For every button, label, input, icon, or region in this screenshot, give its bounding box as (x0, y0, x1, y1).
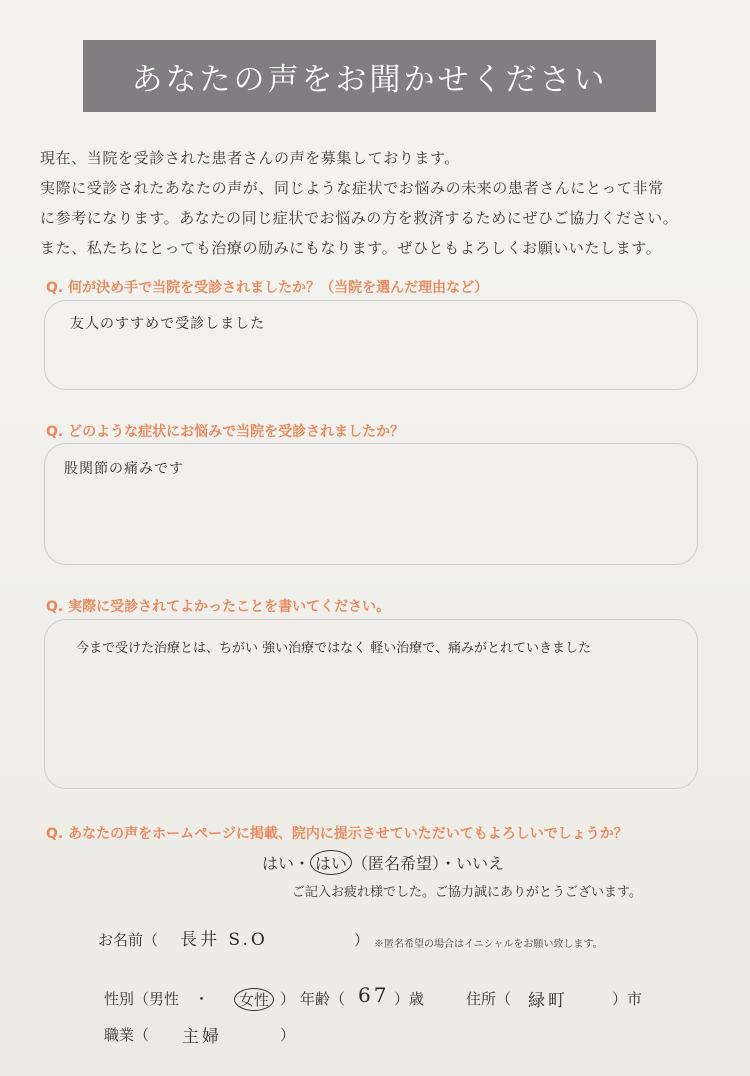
gender-female-circled: 女性 (234, 988, 274, 1011)
option-no[interactable]: いいえ (456, 854, 505, 873)
question-3-label: Q. 実際に受診されてよかったことを書いてください。 (46, 599, 391, 615)
address-label: 住所（ (466, 990, 512, 1008)
answer-1-text: 友人のすすめで受診しました (70, 316, 266, 332)
intro-line: に参考になります。あなたの同じ症状でお悩みの方を救済するためにぜひご協力ください。 (40, 209, 679, 227)
option-separator: ・ (440, 854, 457, 873)
name-close: ） (354, 931, 370, 949)
option-anonymous-suffix: （匿名希望） (352, 854, 441, 873)
intro-line: 現在、当院を受診された患者さんの声を募集しております。 (40, 149, 461, 167)
answer-2-text: 股関節の痛みです (64, 461, 184, 477)
address-value[interactable]: 緑町 (528, 991, 568, 1011)
thanks-message: ご記入お疲れ様でした。ご協力誠にありがとうございます。 (292, 885, 642, 900)
intro-text (40, 143, 720, 263)
consent-question: Q. あなたの声をホームページに掲載、院内に提示させていただいてもよろしいでしょうか？ (46, 826, 628, 842)
job-label: 職業（ (104, 1026, 150, 1044)
name-note: ※匿名希望の場合はイニシャルをお願い致します。 (374, 939, 603, 950)
intro-line: 実際に受診されたあなたの声が、同じような症状でお悩みの未来の患者さんにとって非常 (40, 179, 664, 197)
question-1-label: Q. 何が決め手で当院を受診されましたか？（当院を選んだ理由など） (46, 280, 489, 296)
intro-line: また、私たちにとっても治療の励みにもなります。ぜひともよろしくお願いいたします。 (40, 239, 662, 257)
job-value[interactable]: 主婦 (182, 1027, 222, 1047)
gender-selected[interactable] (234, 988, 274, 1011)
option-anonymous-yes[interactable]: はい (310, 850, 352, 875)
job-close: ） (280, 1026, 296, 1044)
page-title: あなたの声をお聞かせください (83, 40, 656, 112)
question-2-label: Q. どのような症状にお悩みで当院を受診されましたか？ (46, 424, 405, 440)
option-separator: ・ (294, 854, 311, 873)
age-unit: ）歳 (394, 990, 425, 1008)
option-yes[interactable]: はい (262, 854, 295, 873)
gender-label: 性別（男性 ・ (104, 990, 210, 1008)
consent-options (262, 850, 504, 875)
age-label: 年齢（ (300, 990, 346, 1008)
answer-3-text: 今まで受けた治療とは、ちがい 強い治療ではなく 軽い治療で、痛みがとれていきました (76, 641, 592, 656)
age-value[interactable]: 67 (358, 983, 390, 1007)
name-value[interactable]: 長井 S.O (180, 930, 268, 950)
gender-close: ） (280, 990, 296, 1008)
name-label: お名前（ (98, 931, 159, 949)
address-unit: ）市 (612, 990, 643, 1008)
